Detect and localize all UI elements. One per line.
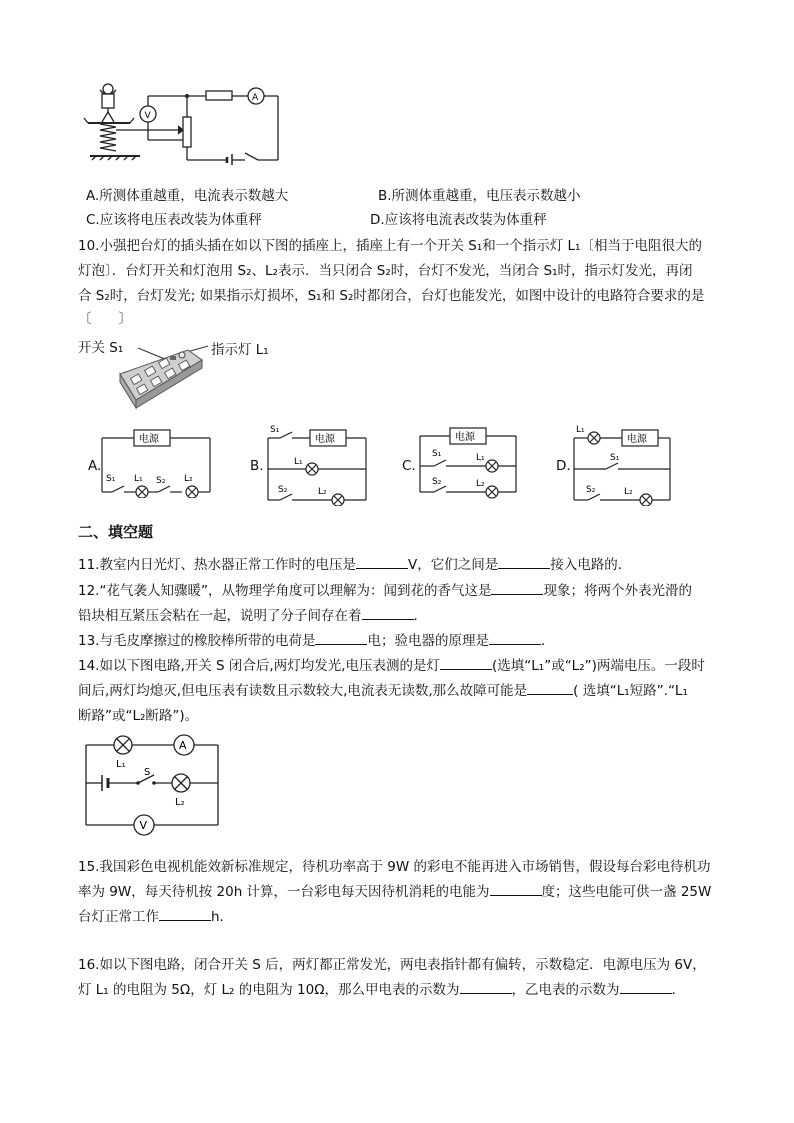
answer-blank[interactable] <box>620 981 672 994</box>
q9-circuit-figure <box>80 80 290 165</box>
q11: 11.教室内日光灯、热水器正常工作时的电压是 V，它们之间是 接入电路的． <box>78 557 632 573</box>
symbol-s1: S₁ <box>432 449 442 459</box>
q9-option-a: A.所测体重越重，电流表示数越大 <box>86 188 289 204</box>
q9-option-b: B.所测体重越重，电压表示数越小 <box>378 188 581 204</box>
symbol-l1: L₁ <box>576 425 585 435</box>
voltmeter-symbol: V <box>139 819 148 832</box>
q16-line-2: 灯 L₁ 的电阻为 5Ω，灯 L₂ 的电阻为 10Ω，那么甲电表的示数为 ，乙电表的示数为 ． <box>78 982 686 998</box>
q10-option-c-circuit <box>412 424 522 500</box>
symbol-l2: L₂ <box>184 474 193 484</box>
answer-blank[interactable] <box>527 682 573 695</box>
q10-option-d-circuit <box>566 422 676 506</box>
power-strip-figure <box>110 340 215 412</box>
q9-option-d: D.应该将电流表改装为体重秤 <box>370 212 547 228</box>
symbol-s1: S₁ <box>270 425 280 435</box>
q10-option-b-circuit <box>260 422 372 506</box>
section-2-title: 二、填空题 <box>78 523 154 541</box>
q10-option-a-circuit <box>98 426 216 498</box>
q14-line-3: 断路”或“L₂断路”)。 <box>78 708 199 724</box>
q10-option-b-label: B. <box>250 458 264 474</box>
q10-option-a-label: A. <box>88 458 102 474</box>
symbol-s2: S₂ <box>432 477 442 487</box>
answer-blank[interactable] <box>440 657 492 670</box>
symbol-s2: S₂ <box>586 485 596 495</box>
label-indicator-l1: 指示灯 L₁ <box>211 342 269 358</box>
answer-blank[interactable] <box>491 582 543 595</box>
ammeter-symbol: A <box>252 93 259 103</box>
label-switch-s1: 开关 S₁ <box>78 340 124 356</box>
symbol-s: S <box>144 767 151 778</box>
answer-blank[interactable] <box>489 632 541 645</box>
q15-line-3: 台灯正常工作 h． <box>78 909 234 925</box>
q15-line-2: 率为 9W，每天待机按 20h 计算，一台彩电每天因待机消耗的电能为 度；这些电能可供一盏 25W <box>78 884 712 900</box>
power-source-label: 电源 <box>139 434 159 445</box>
symbol-l1: L₁ <box>134 474 143 484</box>
power-source-label: 电源 <box>627 434 647 445</box>
q12-line-1: 12.“花气袭人知骤暖”，从物理学角度可以理解为：闻到花的香气这是 现象；将两个外表光滑的 <box>78 583 692 599</box>
q10-line-4: 〔 〕 <box>78 311 132 327</box>
symbol-s1: S₁ <box>610 453 620 463</box>
q14-line-2: 间后,两灯均熄灭,但电压表有读数且示数较大,电流表无读数,那么故障可能是 ( 选填“L₁短路”.“L₁ <box>78 683 688 699</box>
q12-line-2: 铅块相互紧压会粘在一起，说明了分子间存在着 ． <box>78 608 427 624</box>
ammeter-symbol: A <box>179 739 187 752</box>
answer-blank[interactable] <box>315 632 367 645</box>
voltmeter-symbol: V <box>144 111 151 121</box>
answer-blank[interactable] <box>460 981 512 994</box>
answer-blank[interactable] <box>498 556 550 569</box>
answer-blank[interactable] <box>490 883 542 896</box>
q14-circuit-figure <box>82 733 224 839</box>
power-source-label: 电源 <box>315 434 335 445</box>
power-source-label: 电源 <box>455 432 475 443</box>
q9-option-c: C.应该将电压表改装为体重秤 <box>86 212 262 228</box>
q14-line-1: 14.如以下图电路,开关 S 闭合后,两灯均发光,电压表测的是灯 (选填“L₁”或“L₂”)两端电压。一段时 <box>78 658 705 674</box>
symbol-s2: S₂ <box>156 476 166 486</box>
answer-blank[interactable] <box>356 556 408 569</box>
answer-blank[interactable] <box>362 607 414 620</box>
symbol-l1: L₁ <box>294 457 303 467</box>
answer-blank[interactable] <box>159 908 211 921</box>
q10-option-c-label: C. <box>402 458 416 474</box>
symbol-l2: L₂ <box>624 487 633 497</box>
q16-line-1: 16.如以下图电路，闭合开关 S 后，两灯都正常发光，两电表指针都有偏转，示数稳定．电源电压为 6V， <box>78 957 706 973</box>
q10-line-1: 10.小强把台灯的插头插在如以下图的插座上，插座上有一个开关 S₁和一个指示灯 L₁〔相当于电阻很大的 <box>78 238 702 254</box>
symbol-l1: L₁ <box>116 759 126 770</box>
symbol-s2: S₂ <box>278 485 288 495</box>
symbol-l1: L₁ <box>476 453 485 463</box>
q13: 13.与毛皮摩擦过的橡胶棒所带的电荷是 电；验电器的原理是 ． <box>78 633 555 649</box>
q10-option-d-label: D. <box>556 458 571 474</box>
symbol-l2: L₂ <box>318 487 327 497</box>
symbol-l2: L₂ <box>175 797 185 808</box>
q10-line-3: 合 S₂时，台灯发光; 如果指示灯损坏，S₁和 S₂时都闭合，台灯也能发光，如图中设计的电路符合要求的是 <box>78 288 705 304</box>
symbol-s1: S₁ <box>106 474 116 484</box>
q15-line-1: 15.我国彩色电视机能效新标准规定，待机功率高于 9W 的彩电不能再进入市场销售，假设每台彩电待机功 <box>78 859 711 875</box>
symbol-l2: L₂ <box>476 479 485 489</box>
q10-line-2: 灯泡〕．台灯开关和灯泡用 S₂、L₂表示．当只闭合 S₂时，台灯不发光，当闭合 S₁时，指示灯发光，再闭 <box>78 263 693 279</box>
